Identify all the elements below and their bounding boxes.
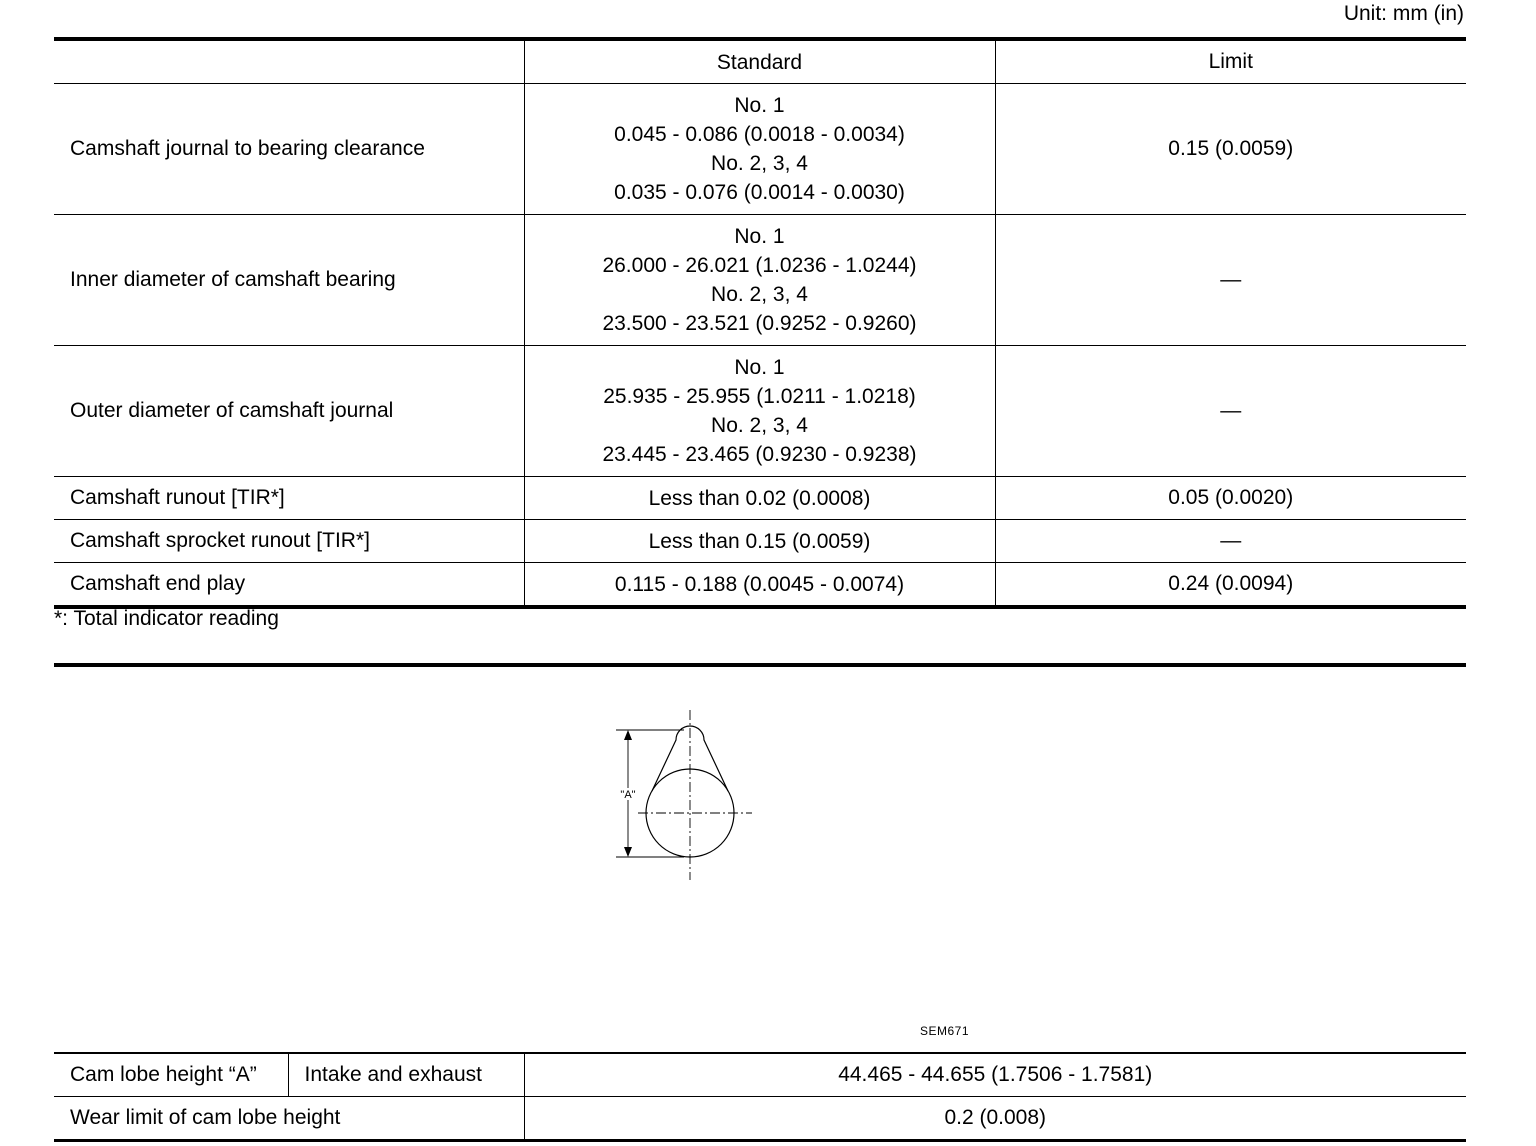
standard-line: No. 1 (734, 356, 785, 379)
standard-line: 0.045 - 0.086 (0.0018 - 0.0034) (614, 123, 905, 146)
lobe-sub: Intake and exhaust (288, 1053, 524, 1097)
standard-line: No. 1 (734, 225, 785, 248)
standard-line: 23.445 - 23.465 (0.9230 - 0.9238) (602, 443, 917, 466)
row-standard (524, 84, 995, 215)
row-item: Camshaft runout [TIR*] (54, 477, 524, 520)
header-blank (54, 39, 524, 84)
dimension-label: "A" (620, 789, 636, 801)
table-row (54, 1053, 1466, 1097)
row-limit: 0.24 (0.0094) (995, 563, 1466, 608)
standard-line: 23.500 - 23.521 (0.9252 - 0.9260) (602, 312, 917, 335)
table-row (54, 477, 1466, 520)
row-standard: Less than 0.15 (0.0059) (524, 520, 995, 563)
wear-item: Wear limit of cam lobe height (54, 1097, 524, 1141)
row-standard (524, 215, 995, 346)
lobe-value: 44.465 - 44.655 (1.7506 - 1.7581) (838, 1063, 1153, 1086)
standard-line: 25.935 - 25.955 (1.0211 - 1.0218) (603, 385, 916, 408)
row-standard (524, 346, 995, 477)
row-item: Camshaft end play (54, 563, 524, 608)
row-standard: Less than 0.02 (0.0008) (524, 477, 995, 520)
standard-line: No. 2, 3, 4 (711, 283, 808, 306)
lobe-item: Cam lobe height “A” (54, 1053, 288, 1097)
standard-line: No. 1 (734, 94, 785, 117)
unit-label: Unit: mm (in) (1343, 2, 1464, 25)
standard-line: No. 2, 3, 4 (711, 152, 808, 175)
row-limit: — (995, 520, 1466, 563)
row-item: Camshaft sprocket runout [TIR*] (54, 520, 524, 563)
header-limit: Limit (1208, 50, 1253, 73)
table-row (54, 84, 1466, 215)
standard-line: No. 2, 3, 4 (711, 414, 808, 437)
table-row (54, 215, 1466, 346)
footnote: *: Total indicator reading (54, 607, 279, 630)
table-row (54, 520, 1466, 563)
figure-code: SEM671 (920, 1024, 970, 1038)
table-row (54, 346, 1466, 477)
row-limit: — (995, 346, 1466, 477)
section-divider (54, 663, 1466, 667)
row-item: Outer diameter of camshaft journal (54, 346, 524, 477)
standard-line: 26.000 - 26.021 (1.0236 - 1.0244) (602, 254, 917, 277)
arrow-bottom (624, 847, 632, 857)
row-item: Inner diameter of camshaft bearing (54, 215, 524, 346)
header-standard: Standard (524, 39, 995, 84)
cam-lobe-table (54, 1052, 1466, 1142)
row-limit: — (995, 215, 1466, 346)
row-limit: 0.05 (0.0020) (995, 477, 1466, 520)
table-row (54, 1097, 1466, 1141)
standard-line: 0.035 - 0.076 (0.0014 - 0.0030) (614, 181, 905, 204)
wear-value: 0.2 (0.008) (524, 1097, 1466, 1141)
table-header-row (54, 39, 1466, 84)
row-standard: 0.115 - 0.188 (0.0045 - 0.0074) (524, 563, 995, 608)
row-limit: 0.15 (0.0059) (995, 84, 1466, 215)
table-row (54, 563, 1466, 608)
row-item: Camshaft journal to bearing clearance (54, 84, 524, 215)
cam-lobe-diagram (600, 700, 770, 890)
arrow-top (624, 730, 632, 740)
camshaft-spec-table (54, 37, 1466, 609)
